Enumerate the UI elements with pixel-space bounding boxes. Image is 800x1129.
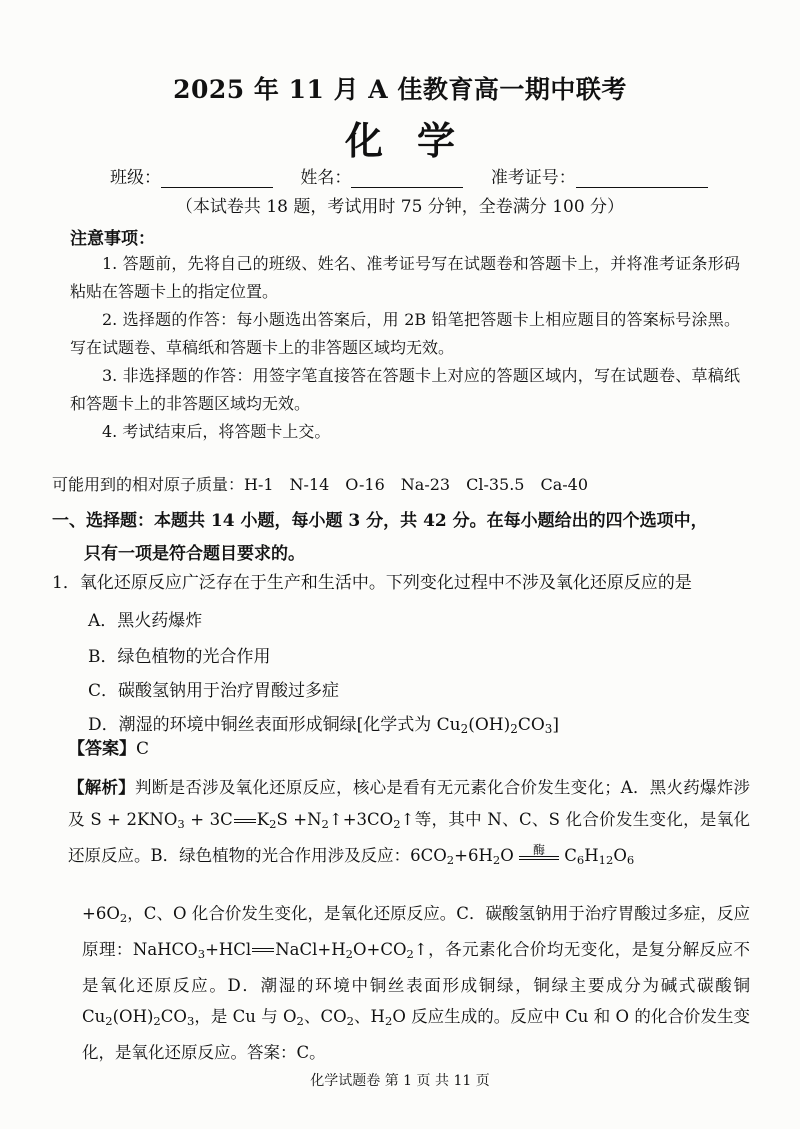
option-d: D．潮湿的环境中铜丝表面形成铜绿[化学式为 $Cu_2(OH)_2CO_3$] bbox=[88, 715, 559, 736]
name-label: 姓名： bbox=[300, 168, 352, 188]
option-a: A．黑火药爆炸 bbox=[88, 611, 203, 631]
analysis-label: 【解析】 bbox=[68, 778, 136, 797]
answer-label: 【答案】 bbox=[68, 739, 136, 759]
answer-value: C bbox=[136, 739, 150, 759]
enzyme-arrow: 酶 bbox=[519, 852, 559, 860]
notes-heading: 注意事项： bbox=[70, 229, 155, 249]
subject-title: 化学 bbox=[344, 118, 489, 163]
exam-meta: （本试卷共 18 题，考试用时 75 分钟，全卷满分 100 分） bbox=[175, 197, 625, 217]
page-footer: 化学试题卷 第 1 页 共 11 页 bbox=[310, 1073, 490, 1089]
note-item: 2. 选择题的作答：每小题选出答案后，用 2B 铅笔把答题卡上相应题目的答案标号涂黑。写在试题卷、草稿纸和答题卡上的非答题区域均无效。 bbox=[70, 310, 740, 357]
note-item: 4. 考试结束后，将答题卡上交。 bbox=[102, 422, 331, 441]
option-c: C．碳酸氢钠用于治疗胃酸过多症 bbox=[88, 681, 340, 701]
note-item: 3. 非选择题的作答：用签字笔直接答在答题卡上对应的答题区域内，写在试题卷、草稿纸和答题卡上的非答题区域均无效。 bbox=[70, 366, 740, 413]
exam-id-label: 准考证号： bbox=[490, 168, 576, 188]
class-blank bbox=[161, 169, 273, 188]
exam-id-blank bbox=[576, 169, 708, 188]
class-label: 班级： bbox=[110, 168, 161, 188]
answer bbox=[68, 734, 149, 759]
name-blank bbox=[351, 169, 463, 188]
atomic-masses: 可能用到的相对原子质量：H-1 N-14 O-16 Na-23 Cl-35.5 Ca-40 bbox=[52, 475, 589, 494]
note-item: 1. 答题前，先将自己的班级、姓名、准考证号写在试题卷和答题卡上，并将准考证条形码粘贴在答题卡上的指定位置。 bbox=[70, 254, 740, 301]
option-b: B．绿色植物的光合作用 bbox=[88, 647, 271, 667]
analysis-part2: $+6O_2$，C、O 化合价发生变化，是氧化还原反应。C．碳酸氢钠用于治疗胃酸过多症，反应原理：NaHCO$_3$+HCl $NaCl+H_2O+CO_2↑$，各元素化合价均无变化，是复分解反应不是氧化还原反应。D．潮湿的环境中铜丝表面形成铜绿，铜绿主要成分为碱式碳酸铜 $Cu_2(OH)_2CO_3$，是 Cu 与 $O_2$、$CO_2$、$H_2O$ 反应生成的。反应中 Cu 和 O 的化合价发生变化，是氧化还原反应。答案：C。 bbox=[82, 904, 751, 1062]
exam-title: 2025 年 11 月 A 佳教育高一期中联考 bbox=[173, 75, 627, 104]
section-heading-line2: 只有一项是符合题目要求的。 bbox=[84, 544, 305, 564]
analysis-part1: 【解析】判断是否涉及氧化还原反应，核心是看有无元素化合价发生变化；A．黑火药爆炸涉及 $S + 2KNO_3 + 3C$ $K_2S$ $+N_2↑+3CO_2↑$等，其中 N、C、S 化合价发生变化，是氧化还原反应。B．绿色植物的光合作用涉及反应：$6CO_2+6H_2O$ 酶 $C_6H_{12}O_6$ bbox=[68, 778, 751, 867]
question-stem: 1．氧化还原反应广泛存在于生产和生活中。下列变化过程中不涉及氧化还原反应的是 bbox=[52, 573, 692, 593]
section-heading-line1: 一、选择题：本题共 14 小题，每小题 3 分，共 42 分。在每小题给出的四个选项中， bbox=[52, 511, 708, 531]
student-info-row bbox=[110, 163, 708, 188]
section-heading bbox=[52, 505, 752, 571]
